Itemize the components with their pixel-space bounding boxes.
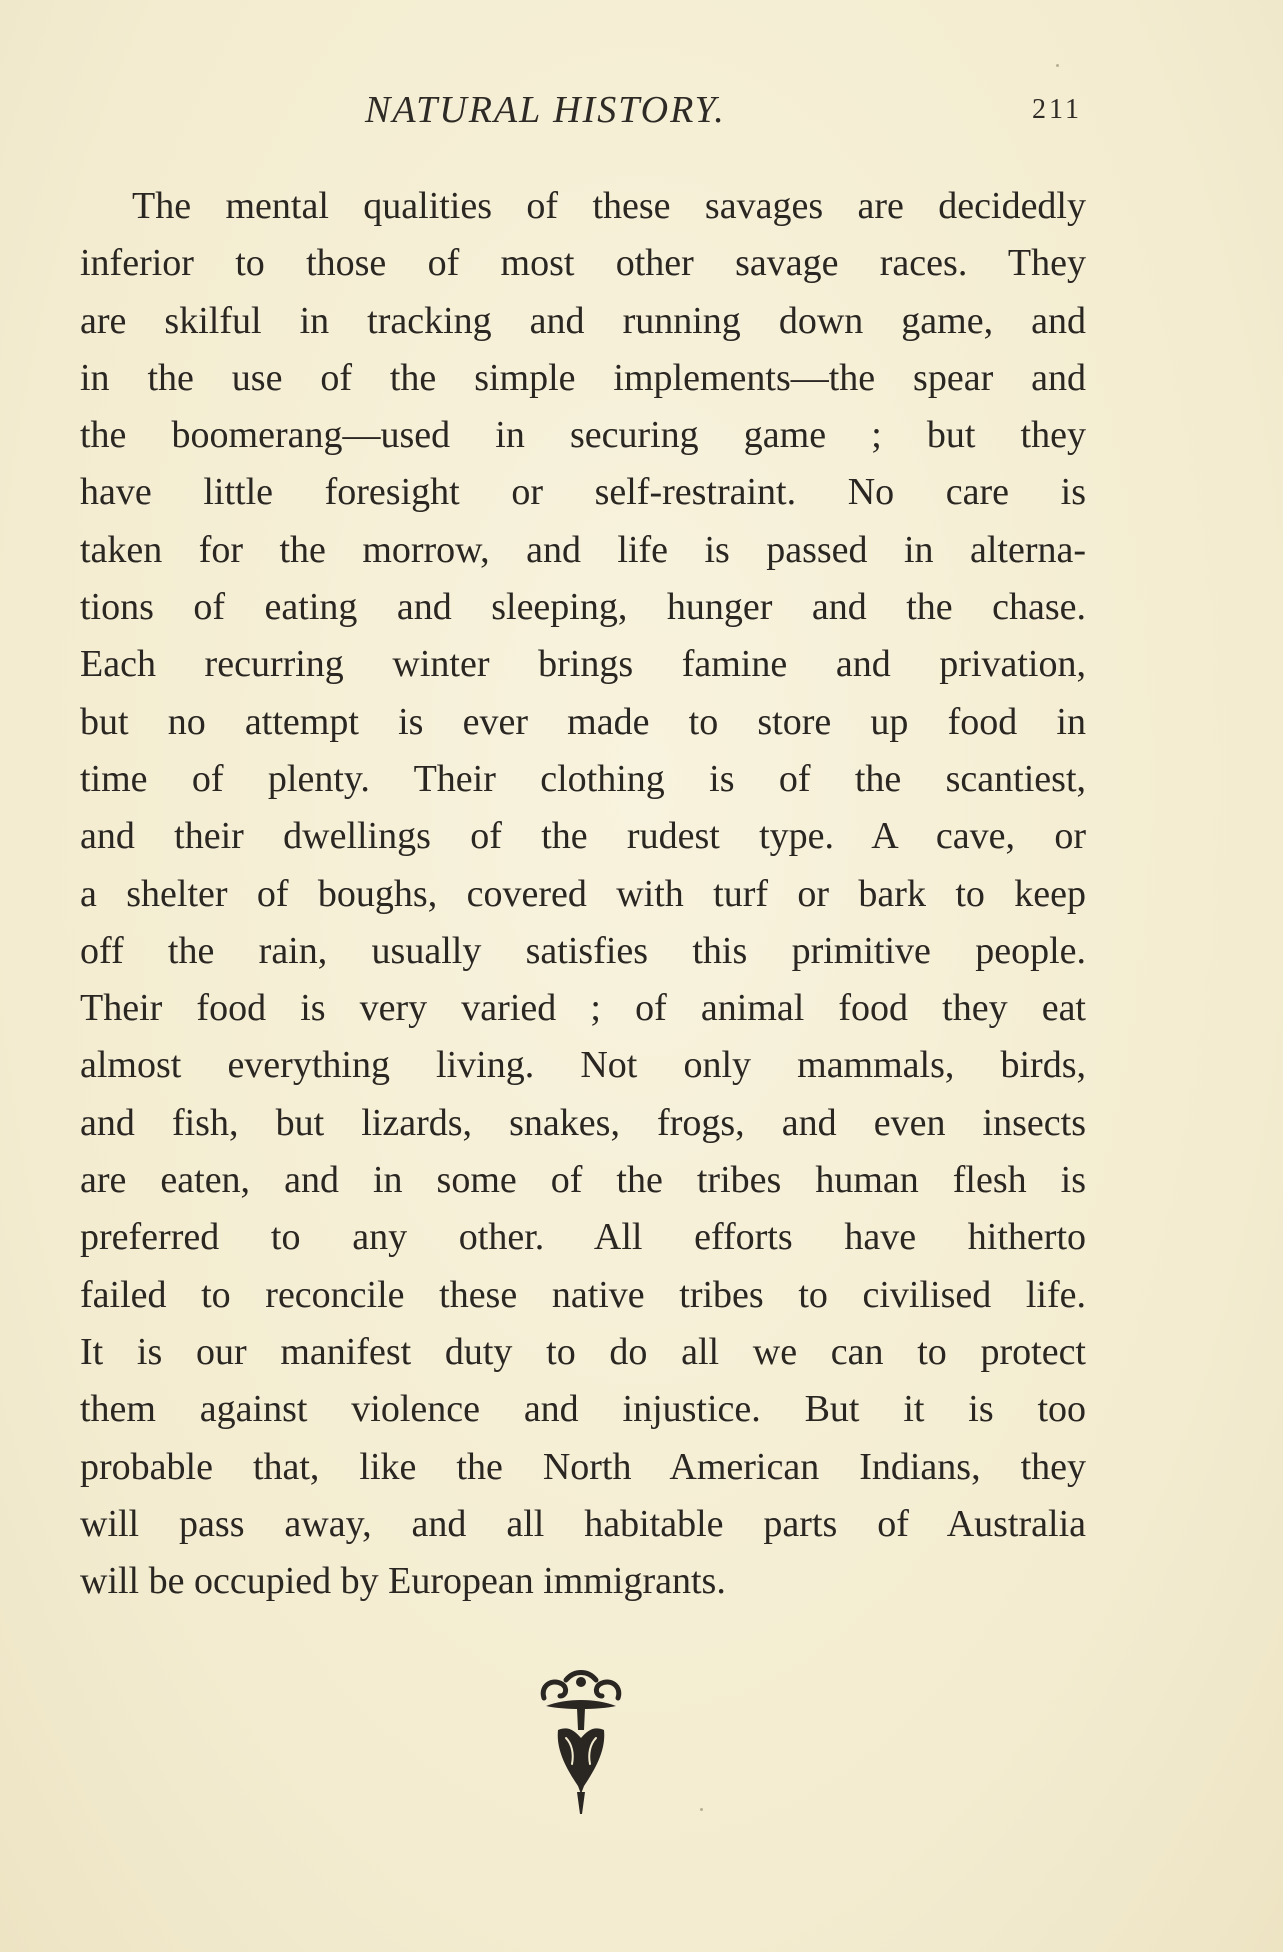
text-line: Each recurring winter brings famine and privation, bbox=[80, 643, 1086, 686]
text-line: failed to reconcile these native tribes to civilised life. bbox=[80, 1273, 1086, 1316]
text-line: probable that, like the North American Indians, they bbox=[80, 1445, 1086, 1488]
body-paragraph bbox=[80, 178, 1086, 1610]
paper-speck bbox=[700, 1808, 703, 1811]
text-line: off the rain, usually satisfies this primitive people. bbox=[80, 929, 1086, 972]
running-head bbox=[0, 88, 1283, 138]
paper-speck bbox=[1056, 64, 1059, 67]
text-line: preferred to any other. All efforts have hitherto bbox=[80, 1216, 1086, 1259]
text-line: them against violence and injustice. But it is too bbox=[80, 1388, 1086, 1431]
page-number: 211 bbox=[1032, 94, 1082, 125]
text-line: taken for the morrow, and life is passed in alterna- bbox=[80, 528, 1086, 571]
text-line: have little foresight or self-restraint. No care is bbox=[80, 471, 1086, 514]
text-line: tions of eating and sleeping, hunger and the chase. bbox=[80, 586, 1086, 629]
text-line: The mental qualities of these savages are decidedly bbox=[132, 185, 1086, 227]
text-line: a shelter of boughs, covered with turf or bark to keep bbox=[80, 872, 1086, 915]
text-line: Their food is very varied ; of animal food they eat bbox=[80, 987, 1086, 1030]
text-line: inferior to those of most other savage races. They bbox=[80, 242, 1086, 285]
text-line: It is our manifest duty to do all we can to protect bbox=[80, 1330, 1086, 1373]
running-title: NATURAL HISTORY. bbox=[365, 89, 726, 131]
text-line: the boomerang—used in securing game ; but they bbox=[80, 414, 1086, 457]
text-line: and fish, but lizards, snakes, frogs, and even insects bbox=[80, 1101, 1086, 1144]
text-line: in the use of the simple implements—the spear and bbox=[80, 356, 1086, 399]
text-line: time of plenty. Their clothing is of the scantiest, bbox=[80, 757, 1086, 800]
text-line: will be occupied by European immigrants. bbox=[80, 1560, 726, 1603]
tailpiece-ornament-icon bbox=[536, 1668, 626, 1820]
text-line: are skilful in tracking and running down game, and bbox=[80, 299, 1086, 342]
text-line: and their dwellings of the rudest type. A cave, or bbox=[80, 815, 1086, 858]
text-line: but no attempt is ever made to store up food in bbox=[80, 700, 1086, 743]
text-line: almost everything living. Not only mammals, birds, bbox=[80, 1044, 1086, 1087]
text-line: will pass away, and all habitable parts of Australia bbox=[80, 1502, 1086, 1545]
text-line: are eaten, and in some of the tribes human flesh is bbox=[80, 1159, 1086, 1202]
